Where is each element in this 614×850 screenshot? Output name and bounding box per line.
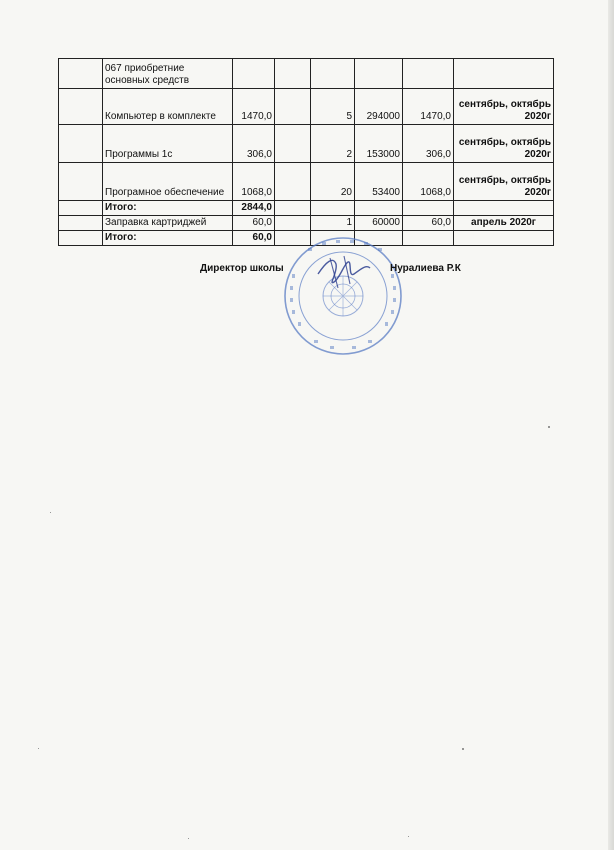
empty-cell [454,59,554,89]
item-qty: 5 [311,89,355,125]
table-row [59,89,554,125]
empty-cell [59,163,103,201]
scan-speck [38,748,39,749]
empty-cell [403,59,454,89]
item-qty: 2 [311,125,355,163]
scan-speck [188,838,189,839]
empty-cell [59,125,103,163]
section-title: 067 приобретние основных средств [103,59,233,89]
item-period: сентябрь, октябрь 2020г [454,125,554,163]
scan-speck [408,836,409,837]
item-name: Компьютер в комплекте [103,89,233,125]
table-row [59,201,554,216]
empty-cell [59,216,103,231]
table-row [59,59,554,89]
subtotal-label: Итого: [103,231,233,246]
item-price: 294000 [355,89,403,125]
item-sum: 1470,0 [233,89,275,125]
item-price: 53400 [355,163,403,201]
signature-name: Нуралиева Р.К [390,263,461,274]
empty-cell [275,59,311,89]
table-row [59,216,554,231]
subtotal-sum: 60,0 [233,231,275,246]
item-period: сентябрь, октябрь 2020г [454,89,554,125]
scan-speck [548,426,550,428]
item-price: 60000 [355,216,403,231]
item-period: апрель 2020г [454,216,554,231]
empty-cell [59,89,103,125]
empty-cell [311,59,355,89]
empty-cell [275,89,311,125]
item-name: Програмное обеспечение [103,163,233,201]
empty-cell [233,59,275,89]
signature-role: Директор школы [200,263,284,274]
empty-cell [355,59,403,89]
empty-cell [275,125,311,163]
empty-cell [355,201,403,216]
empty-cell [275,163,311,201]
empty-cell [275,201,311,216]
scan-speck [462,748,464,750]
item-total: 306,0 [403,125,454,163]
item-sum: 60,0 [233,216,275,231]
subtotal-sum: 2844,0 [233,201,275,216]
item-name: Заправка картриджей [103,216,233,231]
official-stamp [278,234,408,356]
table-row [59,125,554,163]
item-total: 1470,0 [403,89,454,125]
page-edge [608,0,614,850]
scan-speck [50,512,51,513]
empty-cell [403,231,454,246]
item-sum: 1068,0 [233,163,275,201]
budget-table [58,58,554,246]
item-name: Программы 1с [103,125,233,163]
item-qty: 1 [311,216,355,231]
empty-cell [59,59,103,89]
item-total: 1068,0 [403,163,454,201]
item-total: 60,0 [403,216,454,231]
item-sum: 306,0 [233,125,275,163]
empty-cell [454,231,554,246]
item-period: сентябрь, октябрь 2020г [454,163,554,201]
table-row [59,163,554,201]
empty-cell [275,216,311,231]
empty-cell [454,201,554,216]
empty-cell [59,231,103,246]
empty-cell [311,201,355,216]
empty-cell [403,201,454,216]
empty-cell [59,201,103,216]
subtotal-label: Итого: [103,201,233,216]
item-qty: 20 [311,163,355,201]
item-price: 153000 [355,125,403,163]
